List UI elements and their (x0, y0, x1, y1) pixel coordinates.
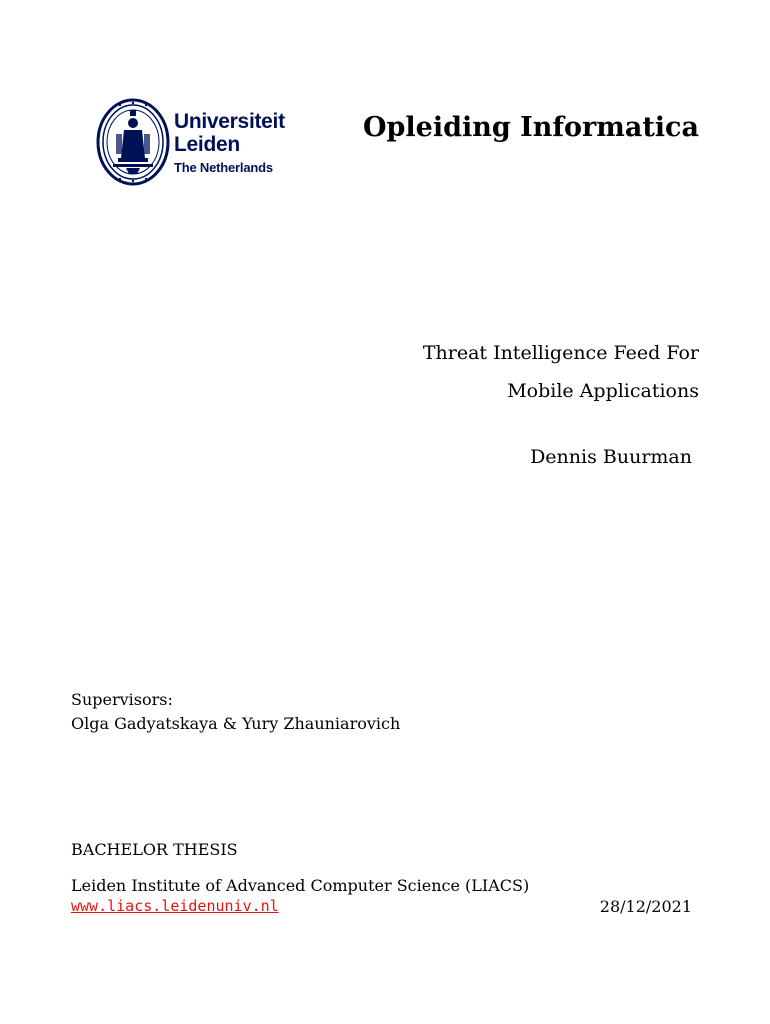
logo-country-label: The Netherlands (174, 160, 273, 175)
logo-university-label: Universiteit (174, 110, 285, 133)
program-title: Opleiding Informatica (363, 112, 699, 143)
supervisors-label: Supervisors: (71, 690, 173, 709)
thesis-title-line-1: Threat Intelligence Feed For (422, 342, 699, 364)
logo-leiden-label: Leiden (174, 133, 240, 156)
institute-name: Leiden Institute of Advanced Computer Science (LIACS) (71, 876, 530, 895)
submission-date: 28/12/2021 (599, 897, 692, 916)
supervisors-block (71, 688, 400, 736)
institute-block (71, 876, 529, 916)
university-logo (96, 98, 296, 188)
thesis-title-line-2: Mobile Applications (507, 380, 699, 402)
thesis-type: BACHELOR THESIS (71, 840, 238, 859)
institute-url-link[interactable]: www.liacs.leidenuniv.nl (71, 897, 279, 915)
supervisors-names: Olga Gadyatskaya & Yury Zhauniarovich (71, 714, 401, 733)
university-seal-icon (96, 98, 170, 186)
thesis-title (423, 334, 699, 410)
author-name: Dennis Buurman (530, 446, 692, 468)
university-logo-text (174, 111, 285, 178)
